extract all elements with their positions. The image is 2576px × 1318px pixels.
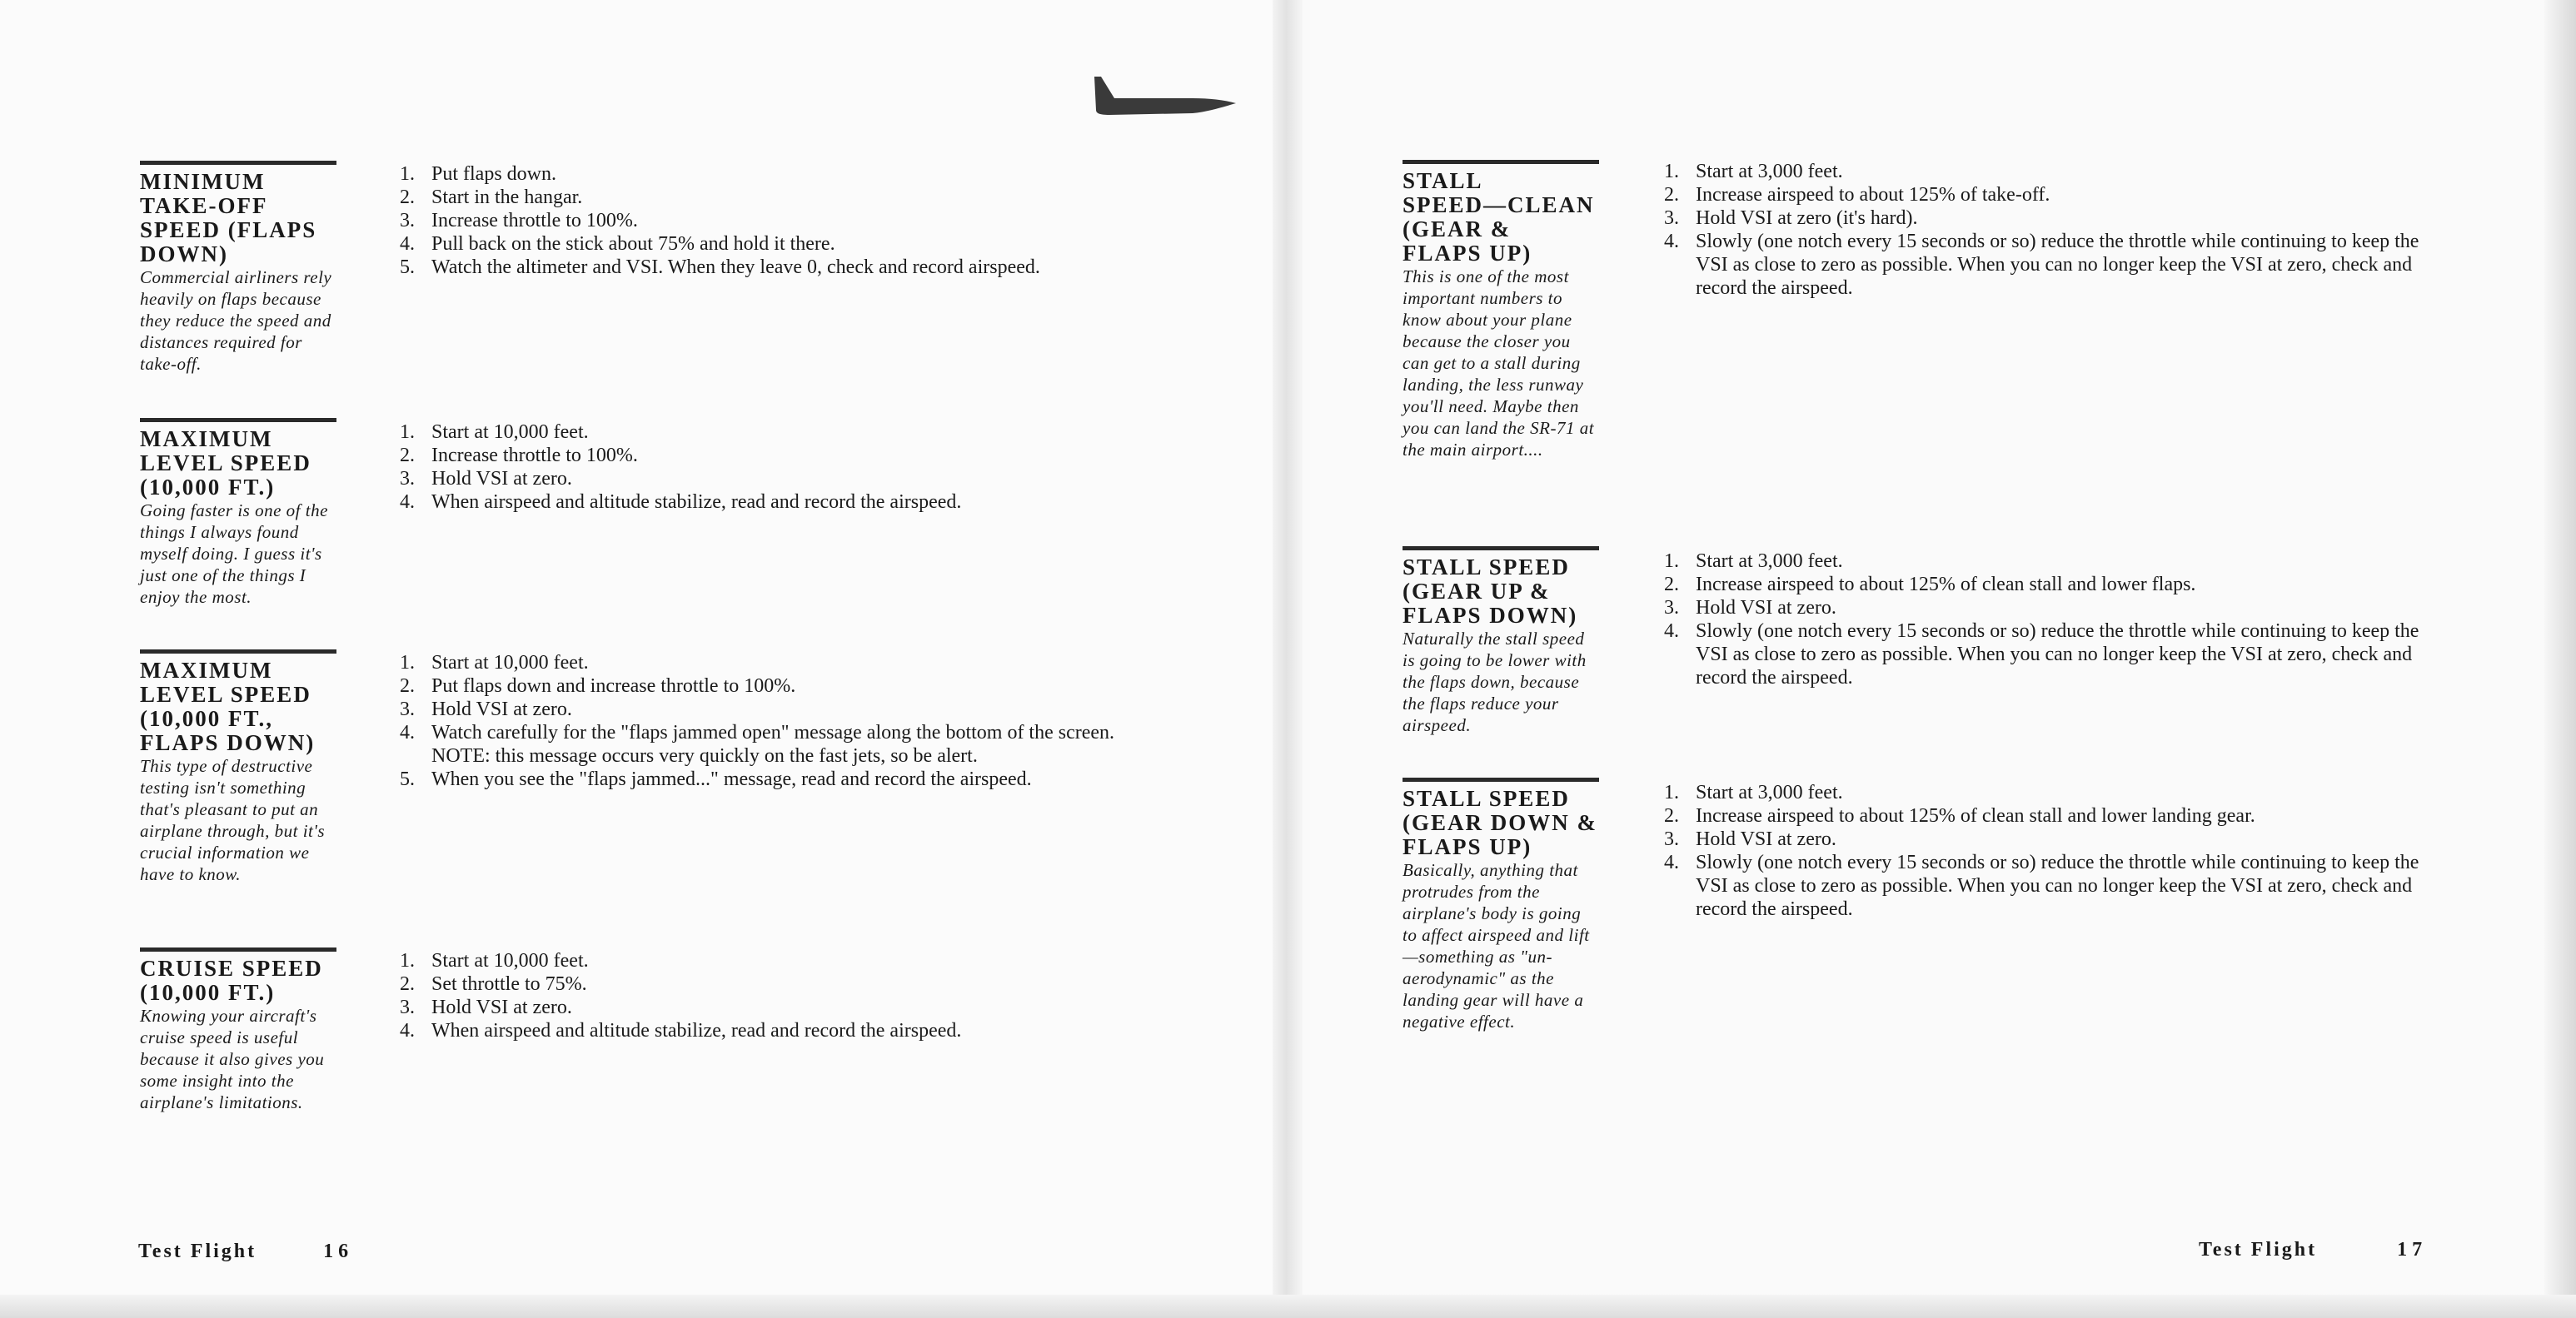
list-item: 3. Hold VSI at zero. <box>400 997 572 1018</box>
steps-list <box>400 651 1174 791</box>
list-item: 4. Slowly (one notch every 15 seconds or so) reduce the throttle while continuing to keep the VSI as close to zero as possible. When you can no longer keep the VSI at zero, check and record the airspeed. <box>1664 231 2419 299</box>
list-item: 4. Pull back on the stick about 75% and hold it there. <box>400 233 835 255</box>
section-heading: MAXIMUM LEVEL SPEED (10,000 FT., FLAPS DOWN) <box>140 658 316 755</box>
sidebar <box>140 161 336 375</box>
list-item: 3. Hold VSI at zero (it's hard). <box>1664 207 1918 229</box>
steps-list <box>400 420 1191 514</box>
list-item: 3. Hold VSI at zero. <box>400 699 572 720</box>
section-heading: CRUISE SPEED (10,000 FT.) <box>140 956 323 1005</box>
steps-list <box>400 162 1191 279</box>
steps-list <box>1664 550 2430 689</box>
section-caption: Basically, anything that protrudes from the airplane's body is going to affect airspeed and lift—something as "un-aerodynamic" as the landing gear will have a negative effect. <box>1403 860 1590 1032</box>
sidebar <box>1403 546 1599 736</box>
footer-title: Test Flight <box>2199 1239 2318 1261</box>
page-number: 16 <box>323 1241 354 1262</box>
jet-silhouette-icon <box>1093 73 1236 120</box>
list-item: 1. Start at 10,000 feet. <box>400 652 589 674</box>
list-item: 2. Start in the hangar. <box>400 187 583 208</box>
section-heading: MINIMUM TAKE-OFF SPEED (FLAPS DOWN) <box>140 169 317 266</box>
book-gutter <box>1273 0 1303 1318</box>
section-caption: Naturally the stall speed is going to be lower with the flaps down, because the flaps reduce your airspeed. <box>1403 629 1587 735</box>
sidebar <box>140 418 336 608</box>
list-item: 4. Watch carefully for the "flaps jammed open" message along the bottom of the screen. NOTE: this message occurs very quickly on the fast jets, so be alert. <box>400 722 1115 767</box>
page-footer <box>2199 1239 2427 1261</box>
bottom-edge <box>0 1295 2576 1318</box>
steps-list <box>1664 160 2430 300</box>
sidebar <box>140 947 336 1113</box>
list-item: 1. Start at 10,000 feet. <box>400 950 589 972</box>
page-footer <box>138 1241 353 1263</box>
list-item: 2. Increase airspeed to about 125% of clean stall and lower flaps. <box>1664 574 2196 595</box>
list-item: 2. Increase airspeed to about 125% of clean stall and lower landing gear. <box>1664 805 2255 827</box>
list-item: 4. Slowly (one notch every 15 seconds or so) reduce the throttle while continuing to keep the VSI as close to zero as possible. When you can no longer keep the VSI at zero, check and record the airspeed. <box>1664 852 2419 920</box>
list-item: 3. Hold VSI at zero. <box>400 468 572 490</box>
section-caption: Commercial airliners rely heavily on flaps because they reduce the speed and distances required for take-off. <box>140 267 332 374</box>
list-item: 3. Hold VSI at zero. <box>1664 597 1836 619</box>
footer-title: Test Flight <box>138 1241 257 1262</box>
list-item: 1. Start at 10,000 feet. <box>400 421 589 443</box>
list-item: 2. Increase throttle to 100%. <box>400 445 638 466</box>
sidebar <box>1403 160 1599 460</box>
list-item: 5. When you see the "flaps jammed..." message, read and record the airspeed. <box>400 768 1032 790</box>
list-item: 1. Start at 3,000 feet. <box>1664 782 1843 803</box>
sidebar <box>1403 778 1599 1032</box>
page-edge <box>2544 0 2576 1318</box>
section-caption: Going faster is one of the things I always found myself doing. I guess it's just one of the things I enjoy the most. <box>140 500 328 607</box>
list-item: 1. Start at 3,000 feet. <box>1664 550 1843 572</box>
section-heading: STALL SPEED (GEAR DOWN & FLAPS UP) <box>1403 786 1597 859</box>
list-item: 3. Increase throttle to 100%. <box>400 210 638 231</box>
section-caption: This type of destructive testing isn't something that's pleasant to put an airplane through, but it's crucial information we have to know. <box>140 756 326 884</box>
page-number: 17 <box>2397 1239 2428 1261</box>
section-heading: MAXIMUM LEVEL SPEED (10,000 FT.) <box>140 426 311 500</box>
list-item: 1. Start at 3,000 feet. <box>1664 161 1843 182</box>
section-heading: STALL SPEED (GEAR UP & FLAPS DOWN) <box>1403 555 1578 628</box>
sidebar <box>140 649 336 885</box>
list-item: 2. Set throttle to 75%. <box>400 973 587 995</box>
steps-list <box>400 949 1191 1042</box>
list-item: 1. Put flaps down. <box>400 163 556 185</box>
section-heading: STALL SPEED—CLEAN (GEAR & FLAPS UP) <box>1403 168 1595 266</box>
list-item: 4. When airspeed and altitude stabilize, read and record the airspeed. <box>400 1020 962 1042</box>
list-item: 4. When airspeed and altitude stabilize, read and record the airspeed. <box>400 491 962 513</box>
list-item: 2. Put flaps down and increase throttle to 100%. <box>400 675 796 697</box>
section-caption: Knowing your aircraft's cruise speed is useful because it also gives you some insight into the airplane's limitations. <box>140 1006 325 1112</box>
list-item: 4. Slowly (one notch every 15 seconds or so) reduce the throttle while continuing to keep the VSI as close to zero as possible. When you can no longer keep the VSI at zero, check and record the airspeed. <box>1664 620 2419 689</box>
steps-list <box>1664 781 2430 921</box>
list-item: 5. Watch the altimeter and VSI. When they leave 0, check and record airspeed. <box>400 256 1040 278</box>
section-caption: This is one of the most important numbers to know about your plane because the closer you can get to a stall during landing, the less runway you'll need. Maybe then you can land the SR-71 at the main airport.... <box>1403 266 1595 460</box>
list-item: 2. Increase airspeed to about 125% of take-off. <box>1664 184 2050 206</box>
list-item: 3. Hold VSI at zero. <box>1664 828 1836 850</box>
